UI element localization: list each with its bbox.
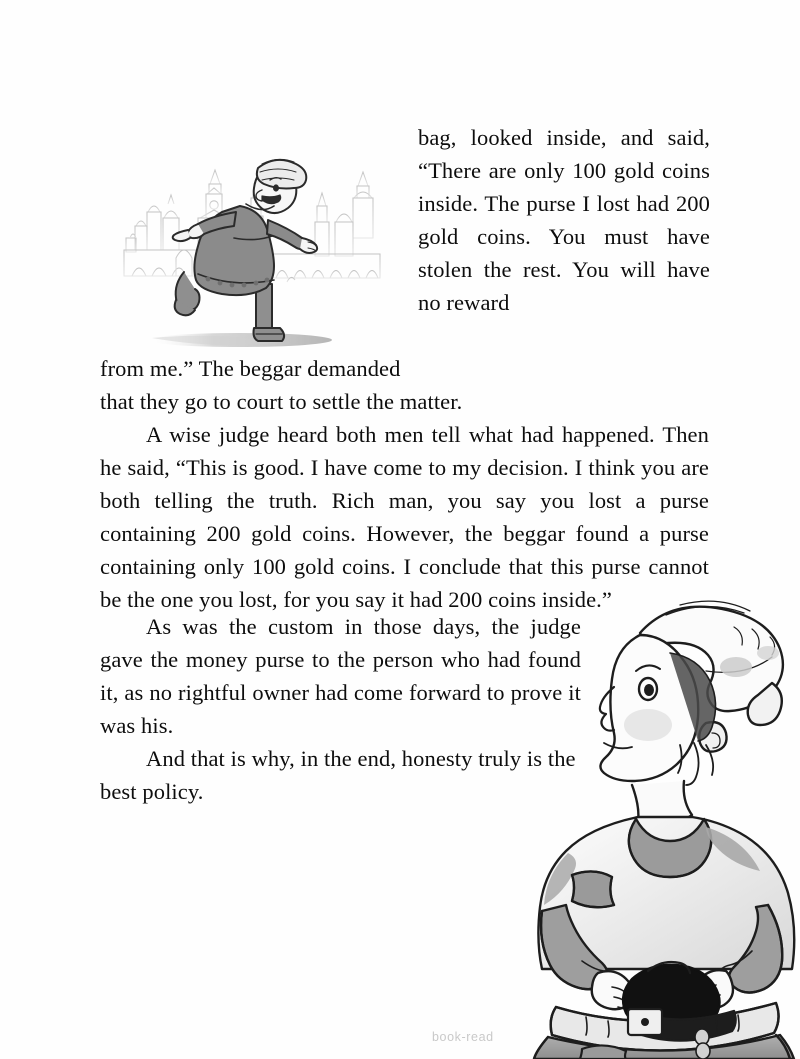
watermark: book-read <box>432 1030 494 1044</box>
paragraph-four-block <box>100 742 581 808</box>
paragraph-one-wrap <box>100 352 709 385</box>
paragraph-top <box>418 121 710 319</box>
cloth-patch <box>572 871 614 907</box>
face <box>600 635 727 785</box>
paragraph-four: And that is why, in the end, honesty truly is the best policy. <box>100 746 576 804</box>
paragraph-two: A wise judge heard both men tell what had happened. Then he said, “This is good. I have come to my decision. I think you are both telling the truth. Rich man, you say you lost a purse containing 200 gold coins. However, the beggar found a purse containing only 100 gold coins. I conclude that this purse cannot be the one you lost, for you say it had 200 coins inside.” <box>100 422 709 612</box>
paragraph-top-text: bag, looked inside, and said, “There are only 100 gold coins inside. The purse I lost had 200 gold coins. You must have stolen the rest. You will have no reward <box>418 125 710 315</box>
paragraph-one-tail: that they go to court to settle the matter. <box>100 389 463 414</box>
beggar-boy-illustration <box>520 575 800 1059</box>
lower-patch <box>580 1045 626 1059</box>
paragraph-three-block <box>100 610 581 742</box>
paragraph-one-wrap-line: from me.” The beggar demanded <box>100 356 401 381</box>
running-boy-illustration <box>112 142 384 370</box>
paragraph-three: As was the custom in those days, the judge gave the money purse to the person who had found it, as no rightful owner had come forward to prove it was his. <box>100 614 581 738</box>
